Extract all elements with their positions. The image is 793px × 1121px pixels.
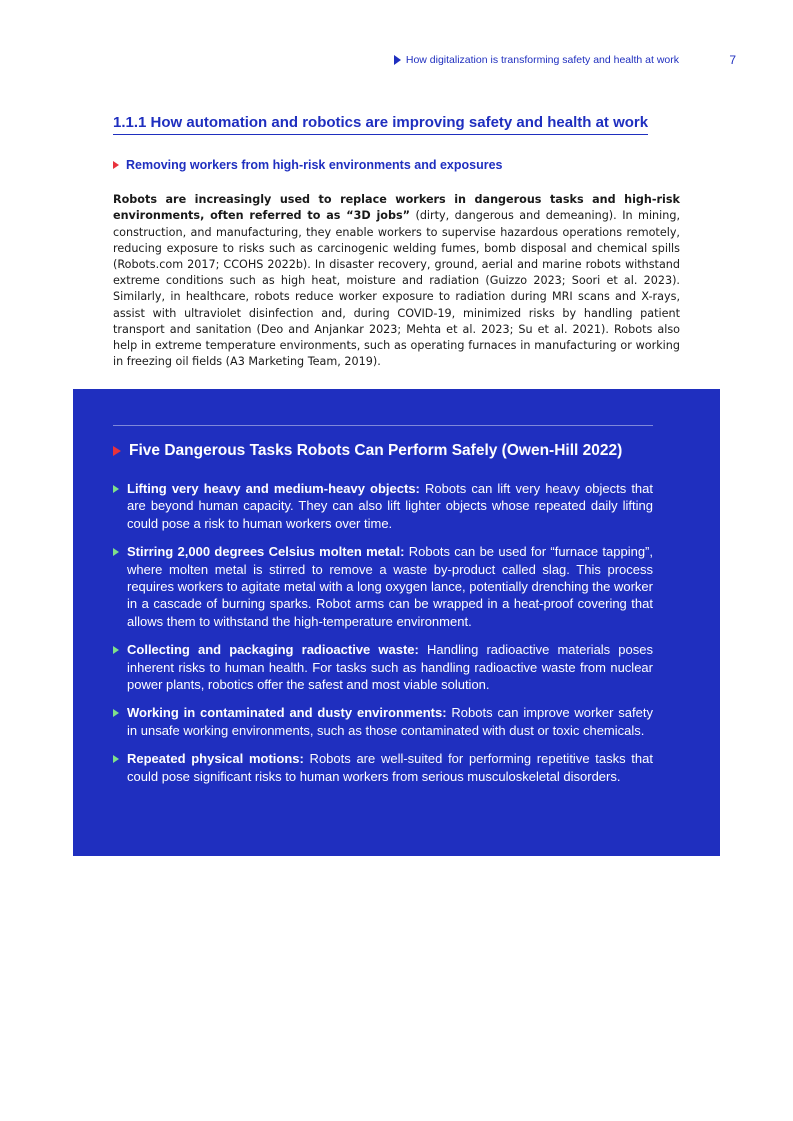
list-item-text: Robots can improve worker safety in unsafe working environments, such as those contaminated with dust or toxic chemicals. <box>127 705 653 738</box>
list-item <box>113 543 653 630</box>
triangle-bullet-icon <box>113 161 119 169</box>
triangle-bullet-icon <box>113 755 119 763</box>
callout-title <box>113 442 622 460</box>
list-item-label: Lifting very heavy and medium-heavy objects: <box>127 481 420 496</box>
page-number: 7 <box>729 53 736 67</box>
list-item-text: Robots are well-suited for performing repetitive tasks that could pose significant risks to human workers from serious musculoskeletal disorders. <box>127 751 653 784</box>
triangle-bullet-icon <box>113 709 119 717</box>
paragraph-body: (dirty, dangerous and demeaning). In mining, construction, and manufacturing, they enable workers to supervise hazardous operations remotely, reducing exposure to risks such as carcinogenic welding fumes, bomb disposal and chemical spills (Robots.com 2017; CCOHS 2022b). In disaster recovery, ground, aerial and marine robots withstand extreme conditions such as high heat, moisture and radiation (Guizzo 2023; Soori et al. 2023). Similarly, in healthcare, robots reduce worker exposure to radiation during MRI scans and X-rays, assist with ultraviolet disinfection and, during COVID-19, minimized risks by handling patient transport and sanitation (Deo and Anjankar 2023; Mehta et al. 2023; Su et al. 2021). Robots also help in extreme temperature environments, such as operating furnaces in manufacturing or working in freezing oil fields (A3 Marketing Team, 2019). <box>113 209 680 369</box>
page-header <box>0 54 793 70</box>
list-item-label: Collecting and packaging radioactive waste: <box>127 642 419 658</box>
triangle-bullet-icon <box>113 548 119 556</box>
body-paragraph <box>113 192 680 370</box>
running-header <box>394 54 679 66</box>
list-item <box>113 641 653 693</box>
subheading <box>113 158 502 172</box>
triangle-bullet-icon <box>113 646 119 654</box>
list-item-text: Handling radioactive materials poses inherent risks to human health. For tasks such as handling radioactive waste from nuclear power plants, robotics offer the safest and most viable solution. <box>127 642 654 693</box>
list-item <box>113 704 653 739</box>
callout-list <box>113 480 653 796</box>
callout-title-text: Five Dangerous Tasks Robots Can Perform Safely (Owen-Hill 2022) <box>129 442 623 459</box>
running-header-text: How digitalization is transforming safety and health at work <box>405 54 679 66</box>
triangle-bullet-icon <box>394 55 401 65</box>
list-item-text: Robots can be used for “furnace tapping”, where molten metal is stirred to remove a waste by-product called slag. This process requires workers to agitate metal with a long oxygen lance, potentially drenching the worker in a cascade of burning sparks. Robot arms can be wrapped in a heat-proof covering that allows them to withstand the high-temperature environment. <box>127 544 653 629</box>
triangle-bullet-icon <box>113 446 121 456</box>
list-item-label: Repeated physical motions: <box>127 751 304 767</box>
list-item-text: Robots can lift very heavy objects that are beyond human capacity. They can also lift lighter objects whose repeated daily lifting could pose a risk to human workers over time. <box>127 481 654 531</box>
list-item-label: Stirring 2,000 degrees Celsius molten metal: <box>127 544 405 560</box>
paragraph-lead: Robots are increasingly used to replace workers in dangerous tasks and high-risk environments, often referred to as “3D jobs” <box>113 193 680 223</box>
callout-divider <box>113 425 653 426</box>
list-item <box>113 480 653 532</box>
list-item-label: Working in contaminated and dusty environments: <box>127 705 447 721</box>
callout-box <box>73 389 720 856</box>
list-item <box>113 750 653 785</box>
section-title: 1.1.1 How automation and robotics are improving safety and health at work <box>113 114 648 135</box>
subheading-text: Removing workers from high-risk environments and exposures <box>126 158 503 172</box>
triangle-bullet-icon <box>113 485 119 493</box>
